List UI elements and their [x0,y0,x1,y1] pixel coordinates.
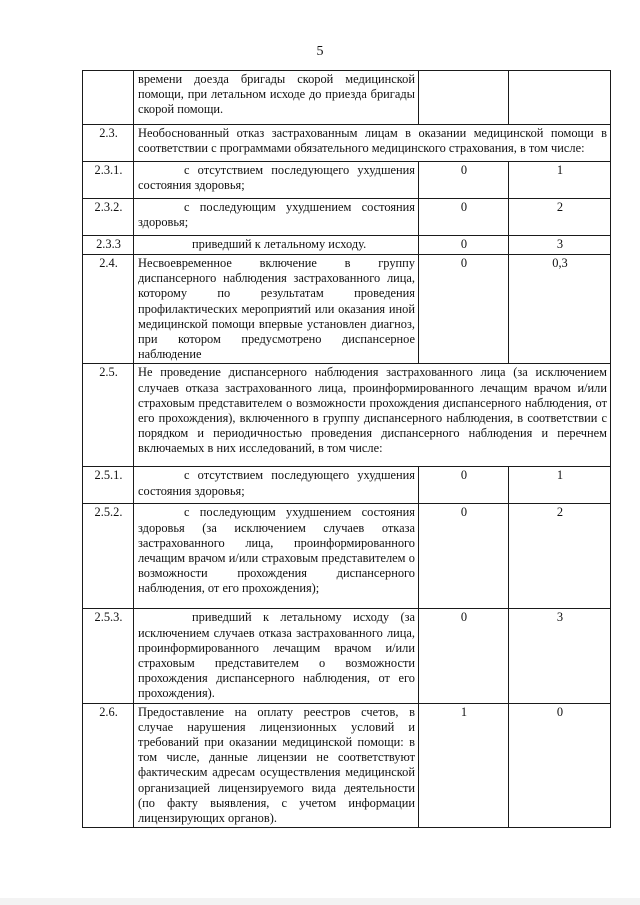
row-number: 2.3.1. [83,162,134,199]
row-value-2: 3 [509,236,611,255]
row-number: 2.3. [83,125,134,162]
row-value-2: 2 [509,199,611,236]
table-row [83,504,611,609]
row-number: 2.3.2. [83,199,134,236]
table-row [83,199,611,236]
table-row [83,255,611,364]
row-value-1: 1 [419,703,509,828]
table-row [83,609,611,703]
row-value-1 [419,71,509,125]
row-text: Несвоевременное включение в группу диспансерного наблюдения застрахованного лица, которому по результатам проведения профилактических мероприятий или оказания иной медицинской помощи впервые установлен диагноз, при котором предусмотрено диспансерное наблюдение [134,255,419,364]
row-value-2: 2 [509,504,611,609]
table-row [83,125,611,162]
row-value-2 [509,71,611,125]
row-value-1: 0 [419,162,509,199]
row-text: с отсутствием последующего ухудшения состояния здоровья; [134,162,419,199]
row-number: 2.5. [83,364,134,467]
row-number [83,71,134,125]
row-value-1: 0 [419,609,509,703]
row-number: 2.5.2. [83,504,134,609]
table-row [83,71,611,125]
row-text: приведший к летальному исходу (за исключением случаев отказа застрахованного лица, проинформированного лечащим врачом и/или страховым представителем о возможности прохождения диспансерного наблюдения, от его прохождения). [134,609,419,703]
row-text: Предоставление на оплату реестров счетов, в случае нарушения лицензионных условий и требований при оказании медицинской помощи: в том числе, данные лицензии не соответствуют фактическим адресам осуществления медицинской организацией лицензируемого вида деятельности (по факту выявления, с учетом информации лицензирующих органов). [134,703,419,828]
row-value-1: 0 [419,199,509,236]
table-row [83,467,611,504]
row-value-1: 0 [419,255,509,364]
row-value-2: 1 [509,162,611,199]
table-row [83,236,611,255]
row-value-2: 0,3 [509,255,611,364]
row-value-1: 0 [419,504,509,609]
table-row [83,162,611,199]
row-text: времени доезда бригады скорой медицинской помощи, при летальном исходе до приезда бригады скорой помощи. [134,71,419,125]
row-text: Необоснованный отказ застрахованным лицам в оказании медицинской помощи в соответствии с программами обязательного медицинского страхования, в том числе: [134,125,611,162]
row-text: с отсутствием последующего ухудшения состояния здоровья; [134,467,419,504]
violations-table [82,70,611,828]
table-row [83,364,611,467]
row-number: 2.5.3. [83,609,134,703]
row-number: 2.3.3 [83,236,134,255]
page-number: 5 [316,44,324,59]
row-value-1: 0 [419,236,509,255]
row-value-2: 0 [509,703,611,828]
row-text: с последующим ухудшением состояния здоровья; [134,199,419,236]
table-row [83,703,611,828]
row-text: приведший к летальному исходу. [134,236,419,255]
row-number: 2.5.1. [83,467,134,504]
row-number: 2.6. [83,703,134,828]
row-value-2: 3 [509,609,611,703]
row-number: 2.4. [83,255,134,364]
row-text: Не проведение диспансерного наблюдения застрахованного лица (за исключением случаев отказа застрахованного лица, проинформированного лечащим врачом и/или страховым представителем о возможности прохождения диспансерного наблюдения, от его прохождения), включенного в группу диспансерного наблюдения, в соответствии с порядком и периодичностью проведения диспансерного наблюдения и перечнем включаемых в них исследований, в том числе: [134,364,611,467]
row-value-1: 0 [419,467,509,504]
row-value-2: 1 [509,467,611,504]
row-text: с последующим ухудшением состояния здоровья (за исключением случаев отказа застрахованного лица, проинформированного лечащим врачом и/или страховым представителем о возможности прохождения диспансерного наблюдения, от его прохождения); [134,504,419,609]
page-bottom-edge [0,898,640,905]
